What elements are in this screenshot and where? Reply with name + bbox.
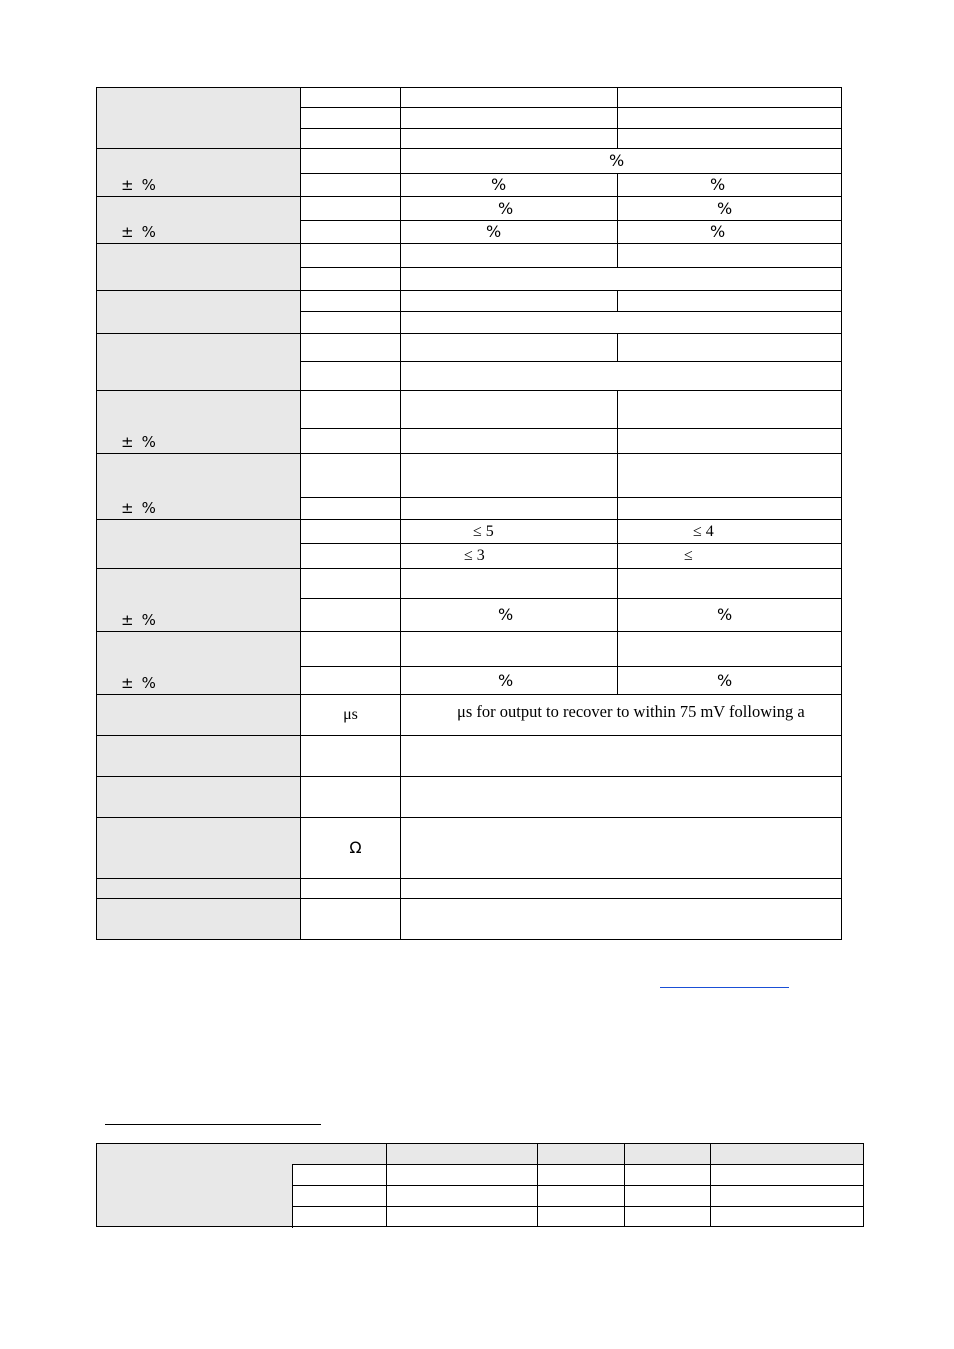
row-label: [97, 695, 301, 736]
table-row: [97, 695, 842, 736]
row-label: [97, 454, 301, 520]
percent-value: %: [609, 151, 625, 170]
percent-symbol: %: [141, 433, 156, 451]
row-label: [97, 520, 301, 569]
le-5-value: ≤ 5: [473, 522, 494, 540]
section-title-underline: [105, 1124, 321, 1125]
row-label: [97, 391, 301, 454]
percent-value: %: [486, 222, 502, 241]
plus-minus-symbol: ±: [121, 433, 134, 451]
table-row: [97, 520, 842, 544]
percent-value: %: [717, 670, 733, 690]
row-label: [97, 879, 301, 899]
plus-minus-symbol: ±: [121, 499, 134, 517]
spec-table: [96, 87, 842, 940]
table-row: [97, 454, 842, 498]
plus-minus-symbol: ±: [121, 611, 134, 629]
table-row: [97, 632, 842, 667]
unit-ohm: Ω: [349, 838, 362, 857]
table-row: [97, 569, 842, 599]
table-row: [97, 149, 842, 174]
table-row: [97, 334, 842, 362]
percent-value: %: [710, 175, 726, 194]
percent-symbol: %: [141, 223, 156, 241]
table-row: [97, 291, 842, 312]
table-row: [97, 879, 842, 899]
percent-symbol: %: [141, 176, 156, 194]
plus-minus-symbol: ±: [121, 223, 134, 241]
percent-value: %: [498, 670, 514, 690]
le-4-value: ≤ 4: [693, 522, 714, 540]
row-label: [97, 818, 301, 879]
table-row: [97, 88, 842, 108]
percent-symbol: %: [141, 611, 156, 629]
table-row: [97, 736, 842, 777]
table-row: [97, 818, 842, 879]
percent-symbol: %: [141, 499, 156, 517]
row-label: [97, 569, 301, 632]
percent-value: %: [710, 222, 726, 241]
le-3-value: ≤ 3: [464, 547, 485, 564]
link-underline[interactable]: [660, 987, 789, 988]
row-label: [97, 197, 301, 244]
le-value: ≤: [684, 547, 693, 564]
model-column: [292, 1164, 386, 1226]
table-row: [97, 244, 842, 268]
row-label: [97, 632, 301, 695]
table-row: [97, 1144, 864, 1165]
row-label: [97, 244, 301, 291]
percent-value: %: [498, 198, 514, 218]
table-row: [97, 777, 842, 818]
row-label: [97, 899, 301, 940]
table-row: [97, 391, 842, 429]
table-row: [97, 197, 842, 221]
plus-minus-symbol: ±: [121, 674, 134, 692]
percent-value: %: [717, 198, 733, 218]
row-label: [97, 777, 301, 818]
percent-value: %: [491, 175, 507, 194]
unit-microseconds: μs: [343, 706, 358, 723]
plus-minus-symbol: ±: [121, 176, 134, 194]
row-label: [97, 149, 301, 197]
row-label: [97, 736, 301, 777]
transient-response-text: μs for output to recover to within 75 mV following a: [457, 702, 805, 721]
percent-symbol: %: [141, 674, 156, 692]
row-label: [97, 88, 301, 149]
row-label: [97, 334, 301, 391]
table-row: [97, 899, 842, 940]
percent-value: %: [717, 605, 733, 624]
row-label: [97, 291, 301, 334]
percent-value: %: [498, 605, 514, 624]
ordering-table: [96, 1143, 864, 1227]
